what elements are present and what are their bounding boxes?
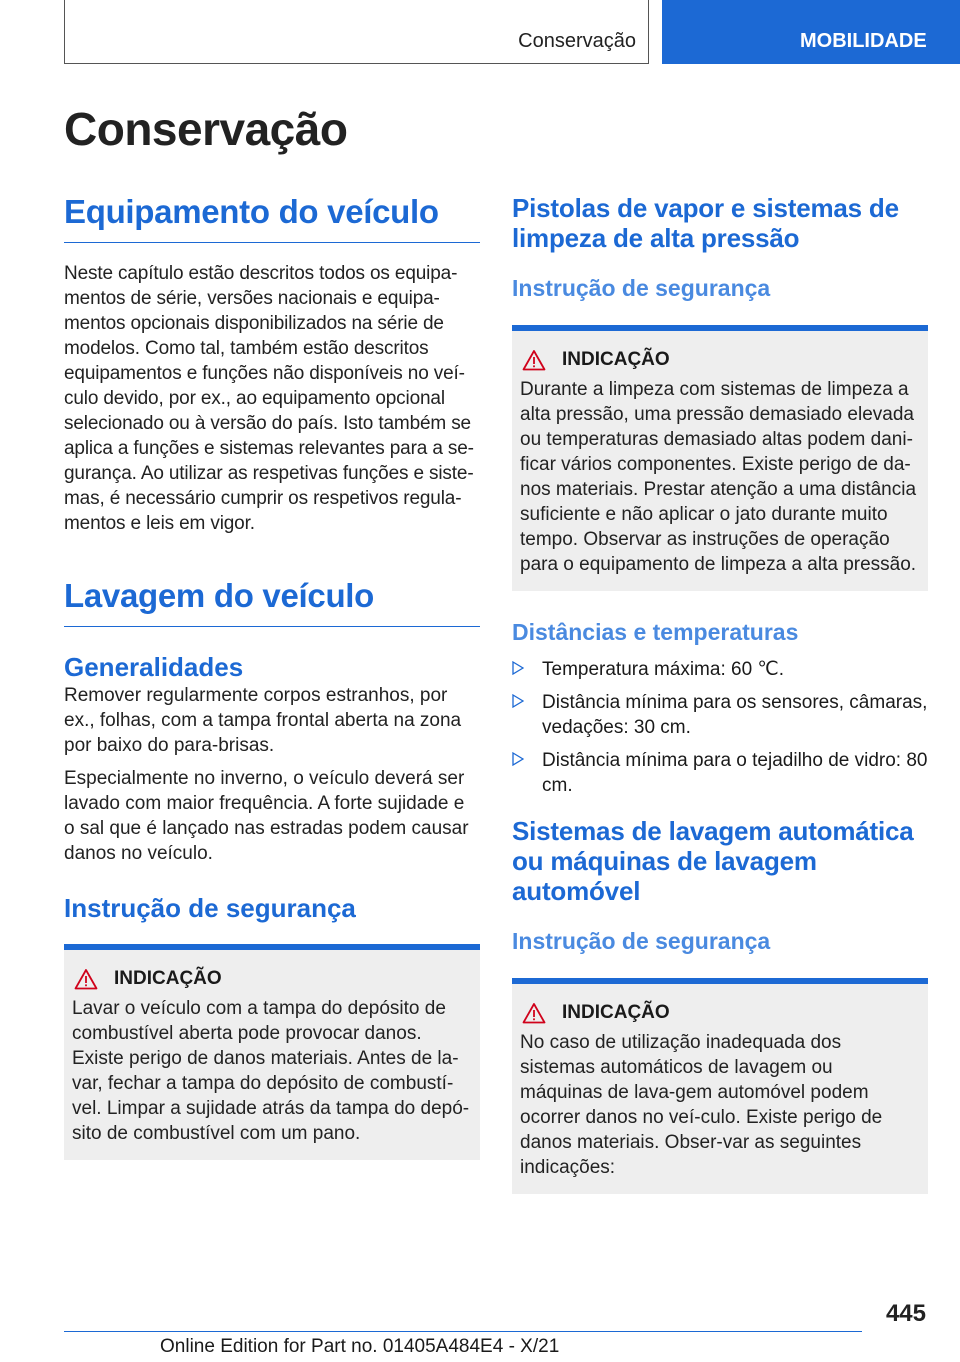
warning-box bbox=[64, 944, 480, 1160]
general-heading: Generalidades bbox=[64, 652, 244, 682]
carwash-warning-text: No caso de utilização inadequada dos sistemas automáticos de lavagem ou máquinas de lava-gem automóvel podem ocorrer danos no veí-culo. Existe perigo de danos materiais. Obser-var as seguintes indicações: bbox=[520, 1032, 883, 1178]
list-item bbox=[512, 657, 928, 682]
header-frame bbox=[64, 0, 649, 64]
bullet-triangle-icon bbox=[512, 694, 524, 708]
steam-warning-text: Durante a limpeza com sistemas de limpeza a alta pressão, uma pressão demasiado elevada ou temperaturas demasiado altas podem dani-ficar vários componentes. Existe perigo de da-nos materiais. Prestar atenção a uma distância suficiente e não aplicar o jato durante muito tempo. Observar as instruções de operação para o equipamento de limpeza a alta pressão. bbox=[520, 379, 917, 575]
page-number: 445 bbox=[885, 1300, 926, 1327]
steam-warning-box bbox=[512, 325, 928, 591]
list-item-text: Distância mínima para os sensores, câmaras, vedações: 30 cm. bbox=[542, 692, 928, 738]
steam-heading: Pistolas de vapor e sistemas de limpeza de alta pressão bbox=[512, 193, 899, 253]
bullet-triangle-icon bbox=[512, 752, 524, 766]
equipment-heading: Equipamento do veículo bbox=[64, 192, 480, 243]
warning-text: Lavar o veículo com a tampa do depósito de combustível aberta pode provocar danos. Existe perigo de danos materiais. Antes de la-var, fechar a tampa do depósito de combustí-vel. Limpar a sujidade atrás da tampa do depó-sito de combustível com um pano. bbox=[72, 998, 470, 1144]
warning-triangle-icon bbox=[74, 968, 98, 990]
steam-warning-label: INDICAÇÃO bbox=[562, 349, 670, 370]
steam-safety-heading: Instrução de segurança bbox=[512, 275, 771, 301]
equipment-text: Neste capítulo estão descritos todos os equipa-mentos de série, versões nacionais e equipa-mentos opcionais disponibilizados na série de modelos. Como tal, também estão descritos equipamentos e funções não disponíveis no veí-culo devido, por ex., ao equipamento opcional selecionado ou à versão do país. Isto também se aplica a funções e sistemas relevantes para a se-gurança. Ao utilizar as respetivas funções e siste-mas, é necessário cumprir os respetivos regula-mentos e leis em vigor. bbox=[64, 263, 474, 534]
steam-warning-header bbox=[520, 349, 920, 371]
carwash-heading: Sistemas de lavagem automática ou máquinas de lavagem automóvel bbox=[512, 816, 914, 906]
wash-heading: Lavagem do veículo bbox=[64, 576, 480, 627]
right-column bbox=[512, 193, 928, 1194]
warning-triangle-icon bbox=[522, 349, 546, 371]
general-text-2: Especialmente no inverno, o veículo deverá ser lavado com maior frequência. A forte sujidade e o sal que é lançado nas estradas podem causar danos no veículo. bbox=[64, 768, 469, 864]
list-item bbox=[512, 748, 928, 798]
page-title: Conservação bbox=[64, 103, 348, 155]
edition-text: Online Edition for Part no. 01405A484E4 - X/21 bbox=[160, 1336, 560, 1357]
carwash-warning-header bbox=[520, 1002, 920, 1024]
warning-triangle-icon bbox=[522, 1002, 546, 1024]
chapter-tab-label: MOBILIDADE bbox=[800, 29, 927, 52]
carwash-warning-box bbox=[512, 978, 928, 1194]
chapter-tab[interactable] bbox=[662, 0, 960, 64]
section-label: Conservação bbox=[518, 30, 636, 52]
warning-label: INDICAÇÃO bbox=[114, 968, 222, 989]
distances-list bbox=[512, 657, 928, 798]
list-item-text: Distância mínima para o tejadilho de vidro: 80 cm. bbox=[542, 750, 928, 796]
carwash-safety-heading: Instrução de segurança bbox=[512, 928, 771, 954]
bullet-triangle-icon bbox=[512, 661, 524, 675]
carwash-warning-label: INDICAÇÃO bbox=[562, 1002, 670, 1023]
general-text-1: Remover regularmente corpos estranhos, por ex., folhas, com a tampa frontal aberta na zona por baixo do para-brisas. bbox=[64, 685, 462, 756]
left-column bbox=[64, 192, 480, 1160]
list-item-text: Temperatura máxima: 60 ℃. bbox=[542, 659, 785, 680]
warning-header bbox=[72, 968, 472, 990]
safety-heading: Instrução de segurança bbox=[64, 893, 356, 923]
footer-divider bbox=[64, 1331, 862, 1332]
distances-heading: Distâncias e temperaturas bbox=[512, 619, 799, 645]
list-item bbox=[512, 690, 928, 740]
